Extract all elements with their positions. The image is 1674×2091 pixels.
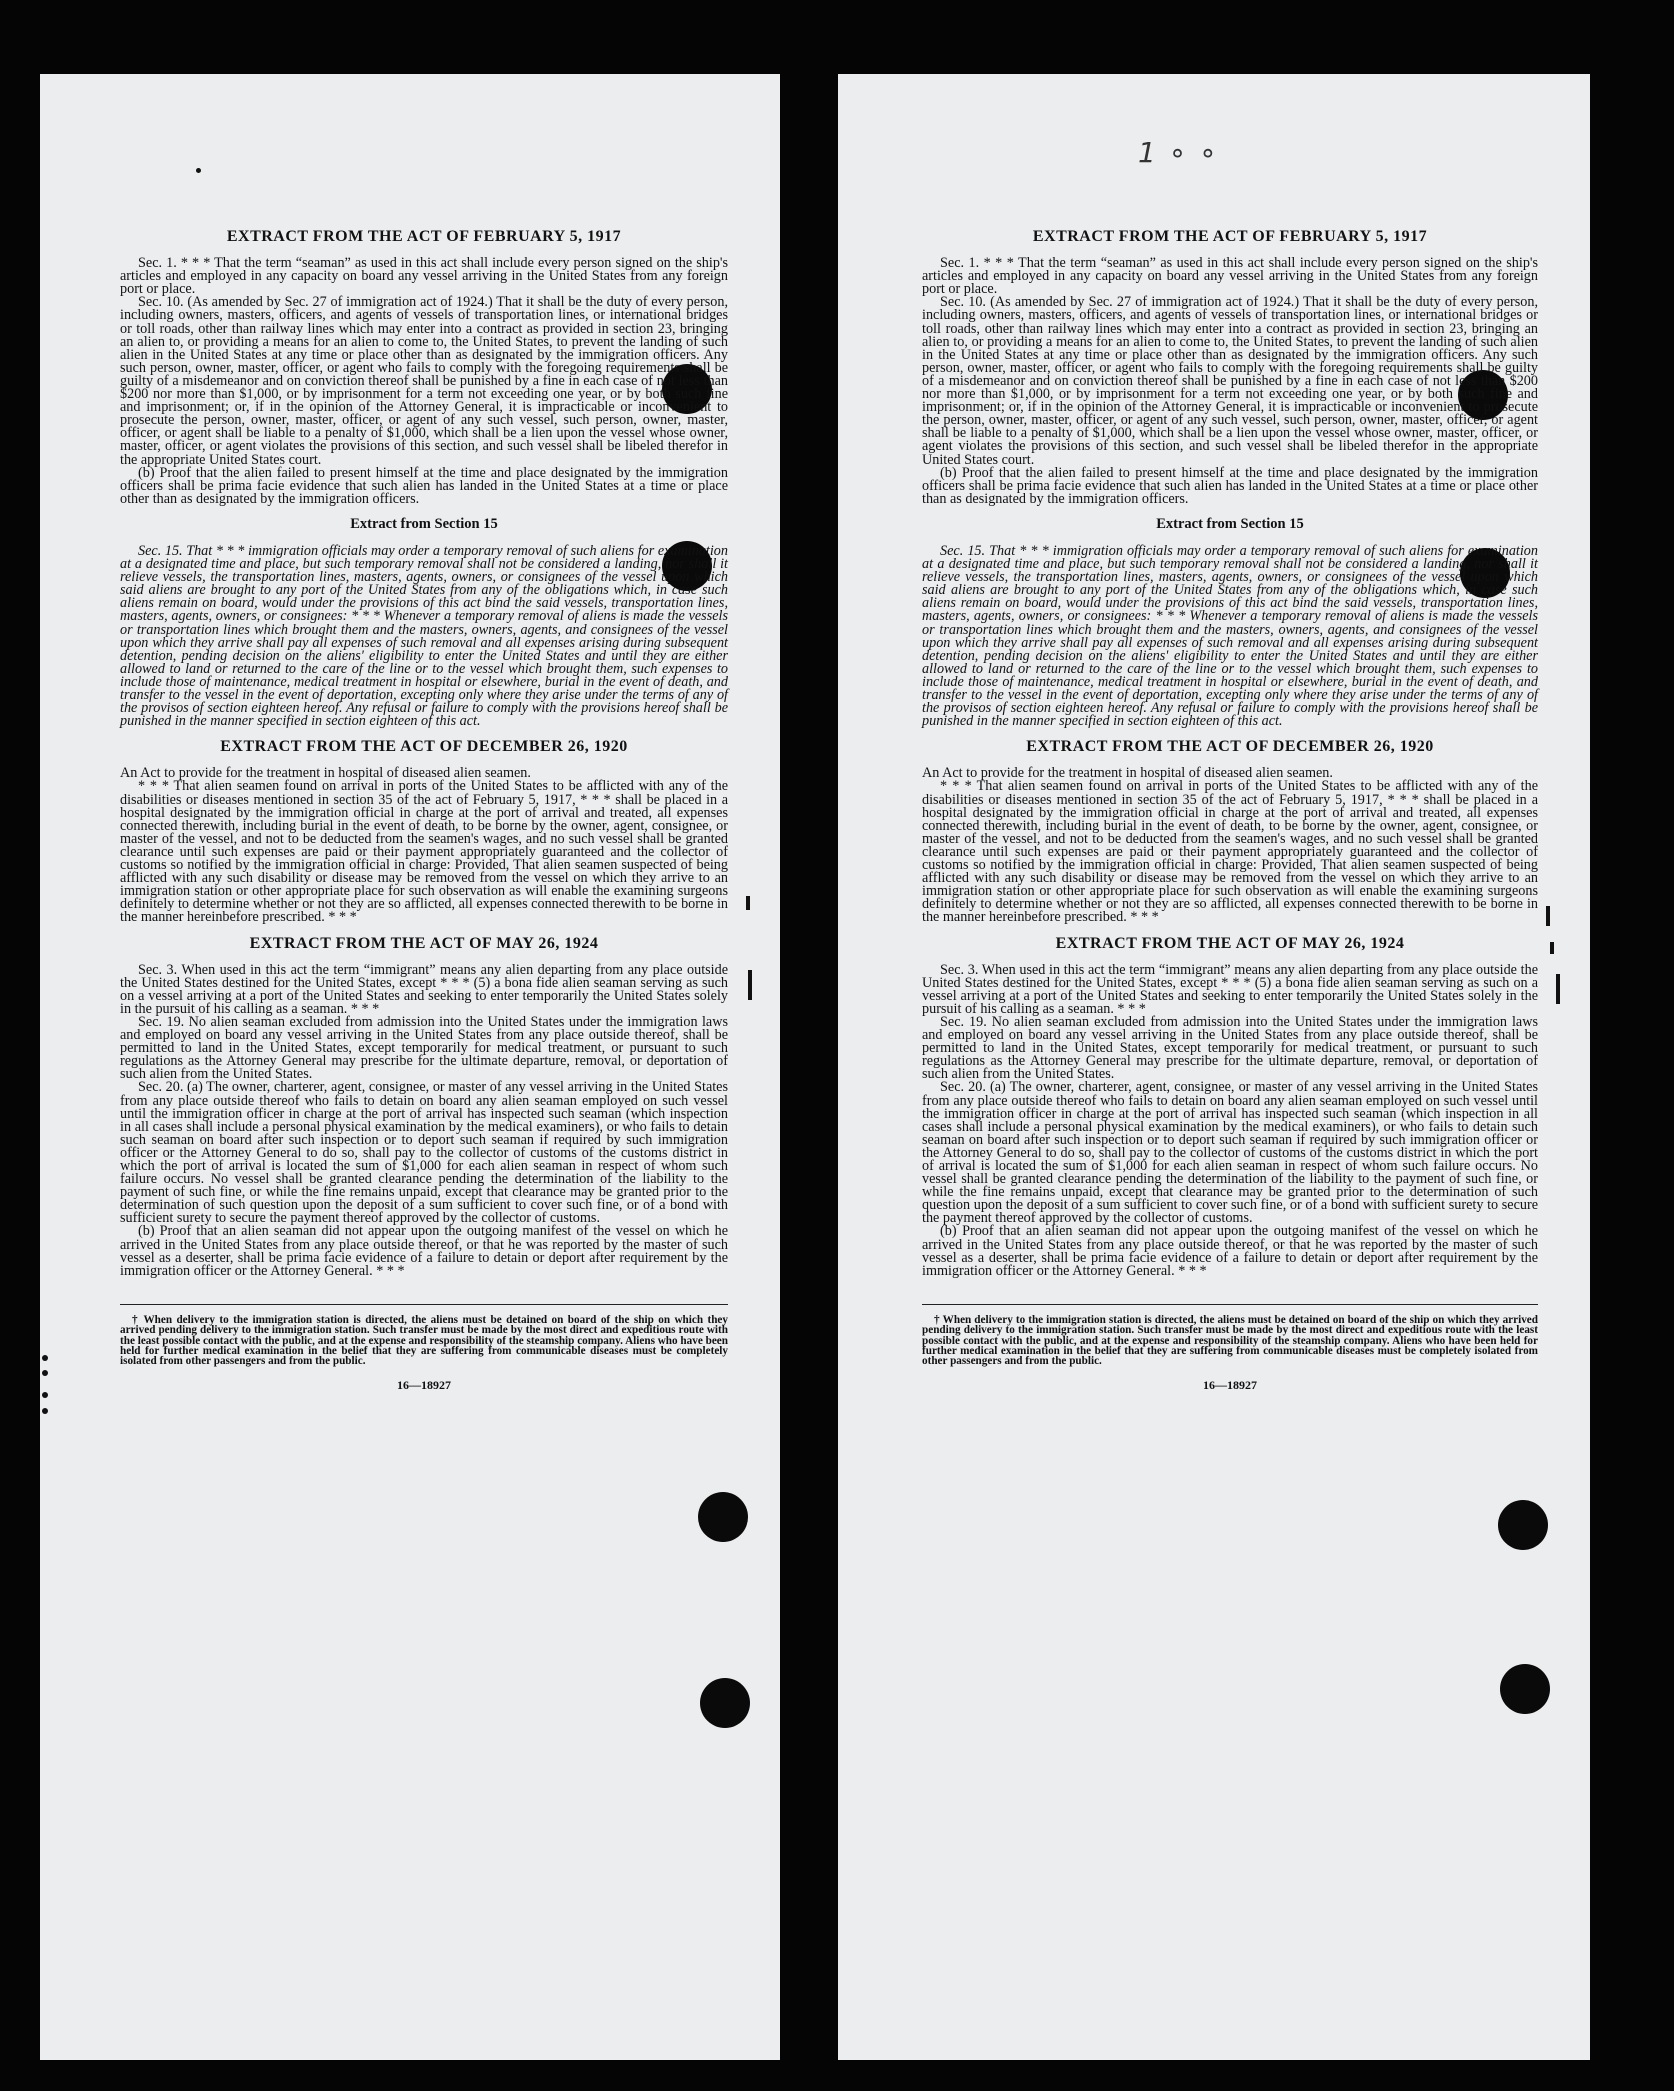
margin-mark bbox=[1550, 942, 1554, 954]
footnote-text: † When delivery to the immigration station is directed, the aliens must be detained on board of the ship on which they arrived pending delivery to the immigration station. Such transfer must be made by the most direct and expeditious route with the least possible contact with the public, and at the expense and responsibility of the steamship company. Aliens who have been held for further medical examination in the belief that they are suffering from communicable diseases must be completely isolated from other passengers and from the public. bbox=[120, 1313, 728, 1368]
section-subheading: Extract from Section 15 bbox=[350, 515, 498, 532]
paragraph: Sec. 20. (a) The owner, charterer, agent, consignee, or master of any vessel arriving in the United States from any place outside thereof who fails to detain on board any alien seaman employed on such vessel until the immigration officer in charge at the port of arrival has inspected such seaman (which inspection in all cases shall include a personal physical examination by the medical examiners), or who fails to detain such seaman on board after such inspection or to deport such seaman if required by such immigration officer or the Attorney General to do so, shall pay to the collector of customs of the customs district in which the port of arrival is located the sum of $1,000 for each alien seaman in respect of whom such failure occurs. No vessel shall be granted clearance pending the determination of the liability to the payment of such fine, or while the fine remains unpaid, except that clearance may be granted prior to the determination of such question upon the deposit of a sum sufficient to cover such fine, or of a bond with sufficient surety to secure the payment thereof approved by the collector of customs. bbox=[120, 1079, 728, 1227]
paragraph: An Act to provide for the treatment in hospital of diseased alien seamen. bbox=[120, 765, 531, 782]
section-subheading: Extract from Section 15 bbox=[1156, 515, 1304, 532]
ink-speck bbox=[42, 1408, 48, 1414]
section-heading: EXTRACT FROM THE ACT OF FEBRUARY 5, 1917 bbox=[1032, 228, 1428, 245]
paragraph: Sec. 19. No alien seaman excluded from admission into the United States under the immigration laws and employed on board any vessel arriving in the United States from any place outside thereof, shall be permitted to land in the United States, except temporarily for medical treatment, or pursuant to such regulations as the Attorney General may prescribe for the ultimate departure, removal, or deportation of such alien from the United States. bbox=[922, 1013, 1538, 1083]
margin-mark bbox=[746, 896, 750, 910]
paragraph: Sec. 1. * * * That the term “seaman” as used in this act shall include every person signed on the ship's articles and employed in any capacity on board any vessel arriving in the United States from any foreign port or place. bbox=[120, 255, 728, 298]
margin-mark bbox=[748, 970, 752, 1000]
paragraph: Sec. 19. No alien seaman excluded from admission into the United States under the immigration laws and employed on board any vessel arriving in the United States from any place outside thereof, shall be permitted to land in the United States, except temporarily for medical treatment, or pursuant to such regulations as the Attorney General may prescribe for the ultimate departure, removal, or deportation of such alien from the United States. bbox=[120, 1013, 728, 1083]
footnote-text: † When delivery to the immigration station is directed, the aliens must be detained on board of the ship on which they arrived pending delivery to the immigration station. Such transfer must be made by the most direct and expeditious route with the least possible contact with the public, and at the expense and responsibility of the steamship company. Aliens who have been held for further medical examination in the belief that they are suffering from communicable diseases must be completely isolated from other passengers and from the public. bbox=[922, 1313, 1538, 1368]
ink-speck bbox=[42, 1392, 48, 1398]
section-heading: EXTRACT FROM THE ACT OF MAY 26, 1924 bbox=[1055, 934, 1405, 952]
punch-hole bbox=[1500, 1664, 1550, 1714]
divider bbox=[922, 1304, 1538, 1305]
handwritten-mark: 1 ∘ ∘ bbox=[1138, 136, 1219, 169]
paragraph: * * * That alien seamen found on arrival in ports of the United States to be afflicted with any of the disabilities or diseases mentioned in section 35 of the act of February 5, 1917, * * * shall be placed in a hospital designated by the immigration official in charge at the port of arrival and treated, all expenses connected therewith, including burial in the event of death, to be borne by the owner, agent, consignee, or master of the vessel, and not to be deducted from the seamen's wages, and no such vessel shall be granted clearance until such expenses are paid or their payment appropriately guaranteed and the collector of customs so notified by the immigration official in charge: Provided, That alien seamen suspected of being afflicted with any such disability or disease may be removed from the vessel on which they arrive to an immigration station or other appropriate place for such observation as will enable the examining surgeons definitely to determine whether or not they are so afflicted, all expenses connected therewith to be borne in the manner hereinbefore prescribed. * * * bbox=[922, 778, 1538, 926]
document-page-left bbox=[40, 74, 780, 2060]
section-heading: EXTRACT FROM THE ACT OF DECEMBER 26, 1920 bbox=[220, 738, 628, 756]
page-number: 16—18927 bbox=[397, 1377, 451, 1392]
ink-speck bbox=[196, 168, 201, 173]
section-heading: EXTRACT FROM THE ACT OF MAY 26, 1924 bbox=[249, 934, 599, 952]
section-heading: EXTRACT FROM THE ACT OF FEBRUARY 5, 1917 bbox=[226, 228, 622, 245]
paragraph: (b) Proof that the alien failed to present himself at the time and place designated by the immigration officers shall be prima facie evidence that such alien has landed in the United States at a time or place other than as designated by the immigration officers. bbox=[922, 464, 1538, 507]
page-body bbox=[922, 230, 1538, 1392]
paragraph: Sec. 15. That * * * immigration officials may order a temporary removal of such aliens for examination at a designated time and place, but such temporary removal shall not be considered a landing, nor shall it relieve vessels, the transportation lines, masters, agents, owners, or consignees of the vessel upon which said aliens are brought to any port of the United States from any of the obligations which, in case such aliens remain on board, would under the provisions of this act bind the said vessels, transportation lines, masters, agents, owners, or consignees: * * * Whenever a temporary removal of aliens is made the vessels or transportation lines which brought them and the masters, owners, agents, and consignees of the vessel upon which they arrive shall pay all expenses of such removal and all expenses arising during subsequent detention, pending decision on the aliens' eligibility to enter the United States and until they are either allowed to land or returned to the care of the line or to the vessel which brought them, such expenses to include those of maintenance, medical treatment in hospital or elsewhere, burial in the event of death, and transfer to the vessel in the event of deportation, excepting only where they arise under the terms of any of the provisos of section eighteen hereof. Any refusal or failure to comply with the provisions hereof shall be punished in the manner specified in section eighteen of this act. bbox=[120, 542, 728, 730]
paragraph: Sec. 3. When used in this act the term “immigrant” means any alien departing from any place outside the United States destined for the United States, except * * * (5) a bona fide alien seaman serving as such on a vessel arriving at a port of the United States and seeking to enter temporarily the United States solely in the pursuit of his calling as a seaman. * * * bbox=[120, 961, 728, 1017]
paragraph: (b) Proof that an alien seaman did not appear upon the outgoing manifest of the vessel on which he arrived in the United States from any place outside thereof, or that he was reported by the master of such vessel as a deserter, shall be prima facie evidence of a failure to detain or deport after requirement by the immigration officer or the Attorney General. * * * bbox=[922, 1223, 1538, 1279]
divider bbox=[120, 1304, 728, 1305]
paragraph: Sec. 3. When used in this act the term “immigrant” means any alien departing from any place outside the United States destined for the United States, except * * * (5) a bona fide alien seaman serving as such on a vessel arriving at a port of the United States and seeking to enter temporarily the United States solely in the pursuit of his calling as a seaman. * * * bbox=[922, 961, 1538, 1017]
punch-hole bbox=[698, 1492, 748, 1542]
margin-mark bbox=[1546, 906, 1550, 926]
paragraph: Sec. 15. That * * * immigration officials may order a temporary removal of such aliens for examination at a designated time and place, but such temporary removal shall not be considered a landing, nor shall it relieve vessels, the transportation lines, masters, agents, owners, or consignees of the vessel upon which said aliens are brought to any port of the United States from any of the obligations which, in case such aliens remain on board, would under the provisions of this act bind the said vessels, transportation lines, masters, agents, owners, or consignees: * * * Whenever a temporary removal of aliens is made the vessels or transportation lines which brought them and the masters, owners, agents, and consignees of the vessel upon which they arrive shall pay all expenses of such removal and all expenses arising during subsequent detention, pending decision on the aliens' eligibility to enter the United States and until they are either allowed to land or returned to the care of the line or to the vessel which brought them, such expenses to include those of maintenance, medical treatment in hospital or elsewhere, burial in the event of death, and transfer to the vessel in the event of deportation, excepting only where they arise under the terms of any of the provisos of section eighteen hereof. Any refusal or failure to comply with the provisions hereof shall be punished in the manner specified in section eighteen of this act. bbox=[922, 542, 1538, 730]
paragraph: Sec. 10. (As amended by Sec. 27 of immigration act of 1924.) That it shall be the duty of every person, including owners, masters, officers, and agents of vessels of transportation lines, or international bridges or toll roads, other than railway lines which may enter into a contract as provided in section 23, bringing an alien to, or providing a means for an alien to come to, the United States, to prevent the landing of such alien in the United States at any time or place other than as designated by the immigration officers. Any such person, owner, master, officer, or agent who fails to comply with the foregoing requirements shall be guilty of a misdemeanor and on conviction thereof shall be punished by a fine in each case of not less than $200 nor more than $1,000, or by imprisonment for a term not exceeding one year, or by both such fine and imprisonment; or, if in the opinion of the Attorney General, it is impracticable or inconvenient to prosecute the person, owner, master, officer, or agent of any such vessel, such person, owner, master, officer, or agent shall be liable to a penalty of $1,000, which shall be a lien upon the vessel whose owner, master, officer, or agent violates the provisions of this section, and such vessel shall be libeled therefor in the appropriate United States court. bbox=[120, 294, 728, 468]
page-number: 16—18927 bbox=[1203, 1377, 1257, 1392]
paragraph: Sec. 1. * * * That the term “seaman” as used in this act shall include every person signed on the ship's articles and employed in any capacity on board any vessel arriving in the United States from any foreign port or place. bbox=[922, 255, 1538, 298]
footnote bbox=[120, 1315, 728, 1367]
section-heading: EXTRACT FROM THE ACT OF DECEMBER 26, 1920 bbox=[1026, 738, 1434, 756]
paragraph: (b) Proof that the alien failed to present himself at the time and place designated by the immigration officers shall be prima facie evidence that such alien has landed in the United States at a time or place other than as designated by the immigration officers. bbox=[120, 464, 728, 507]
punch-hole bbox=[700, 1678, 750, 1728]
paragraph: * * * That alien seamen found on arrival in ports of the United States to be afflicted with any of the disabilities or diseases mentioned in section 35 of the act of February 5, 1917, * * * shall be placed in a hospital designated by the immigration official in charge at the port of arrival and treated, all expenses connected therewith, including burial in the event of death, to be borne by the owner, agent, consignee, or master of the vessel, and not to be deducted from the seamen's wages, and no such vessel shall be granted clearance until such expenses are paid or their payment appropriately guaranteed and the collector of customs so notified by the immigration official in charge: Provided, That alien seamen suspected of being afflicted with any such disability or disease may be removed from the vessel on which they arrive to an immigration station or other appropriate place for such observation as will enable the examining surgeons definitely to determine whether or not they are so afflicted, all expenses connected therewith to be borne in the manner hereinbefore prescribed. * * * bbox=[120, 778, 728, 926]
footnote bbox=[922, 1315, 1538, 1367]
page-body bbox=[120, 230, 728, 1392]
punch-hole bbox=[1498, 1500, 1548, 1550]
ink-speck bbox=[42, 1370, 48, 1376]
margin-mark bbox=[1556, 974, 1560, 1004]
ink-speck bbox=[42, 1355, 48, 1361]
paragraph: An Act to provide for the treatment in hospital of diseased alien seamen. bbox=[922, 765, 1333, 782]
paragraph: Sec. 10. (As amended by Sec. 27 of immigration act of 1924.) That it shall be the duty of every person, including owners, masters, officers, and agents of vessels of transportation lines, or international bridges or toll roads, other than railway lines which may enter into a contract as provided in section 23, bringing an alien to, or providing a means for an alien to come to, the United States, to prevent the landing of such alien in the United States at any time or place other than as designated by the immigration officers. Any such person, owner, master, officer, or agent who fails to comply with the foregoing requirements shall be guilty of a misdemeanor and on conviction thereof shall be punished by a fine in each case of not less than $200 nor more than $1,000, or by imprisonment for a term not exceeding one year, or by both such fine and imprisonment; or, if in the opinion of the Attorney General, it is impracticable or inconvenient to prosecute the person, owner, master, officer, or agent of any such vessel, such person, owner, master, officer, or agent shall be liable to a penalty of $1,000, which shall be a lien upon the vessel whose owner, master, officer, or agent violates the provisions of this section, and such vessel shall be libeled therefor in the appropriate United States court. bbox=[922, 294, 1538, 468]
paragraph: Sec. 20. (a) The owner, charterer, agent, consignee, or master of any vessel arriving in the United States from any place outside thereof who fails to detain on board any alien seaman employed on such vessel until the immigration officer in charge at the port of arrival has inspected such seaman (which inspection in all cases shall include a personal physical examination by the medical examiners), or who fails to detain such seaman on board after such inspection or to deport such seaman if required by such immigration officer or the Attorney General to do so, shall pay to the collector of customs of the customs district in which the port of arrival is located the sum of $1,000 for each alien seaman in respect of whom such failure occurs. No vessel shall be granted clearance pending the determination of the liability to the payment of such fine, or while the fine remains unpaid, except that clearance may be granted prior to the determination of such question upon the deposit of a sum sufficient to cover such fine, or of a bond with sufficient surety to secure the payment thereof approved by the collector of customs. bbox=[922, 1079, 1538, 1227]
document-page-right bbox=[838, 74, 1590, 2060]
paragraph: (b) Proof that an alien seaman did not appear upon the outgoing manifest of the vessel on which he arrived in the United States from any place outside thereof, or that he was reported by the master of such vessel as a deserter, shall be prima facie evidence of a failure to detain or deport after requirement by the immigration officer or the Attorney General. * * * bbox=[120, 1223, 728, 1279]
